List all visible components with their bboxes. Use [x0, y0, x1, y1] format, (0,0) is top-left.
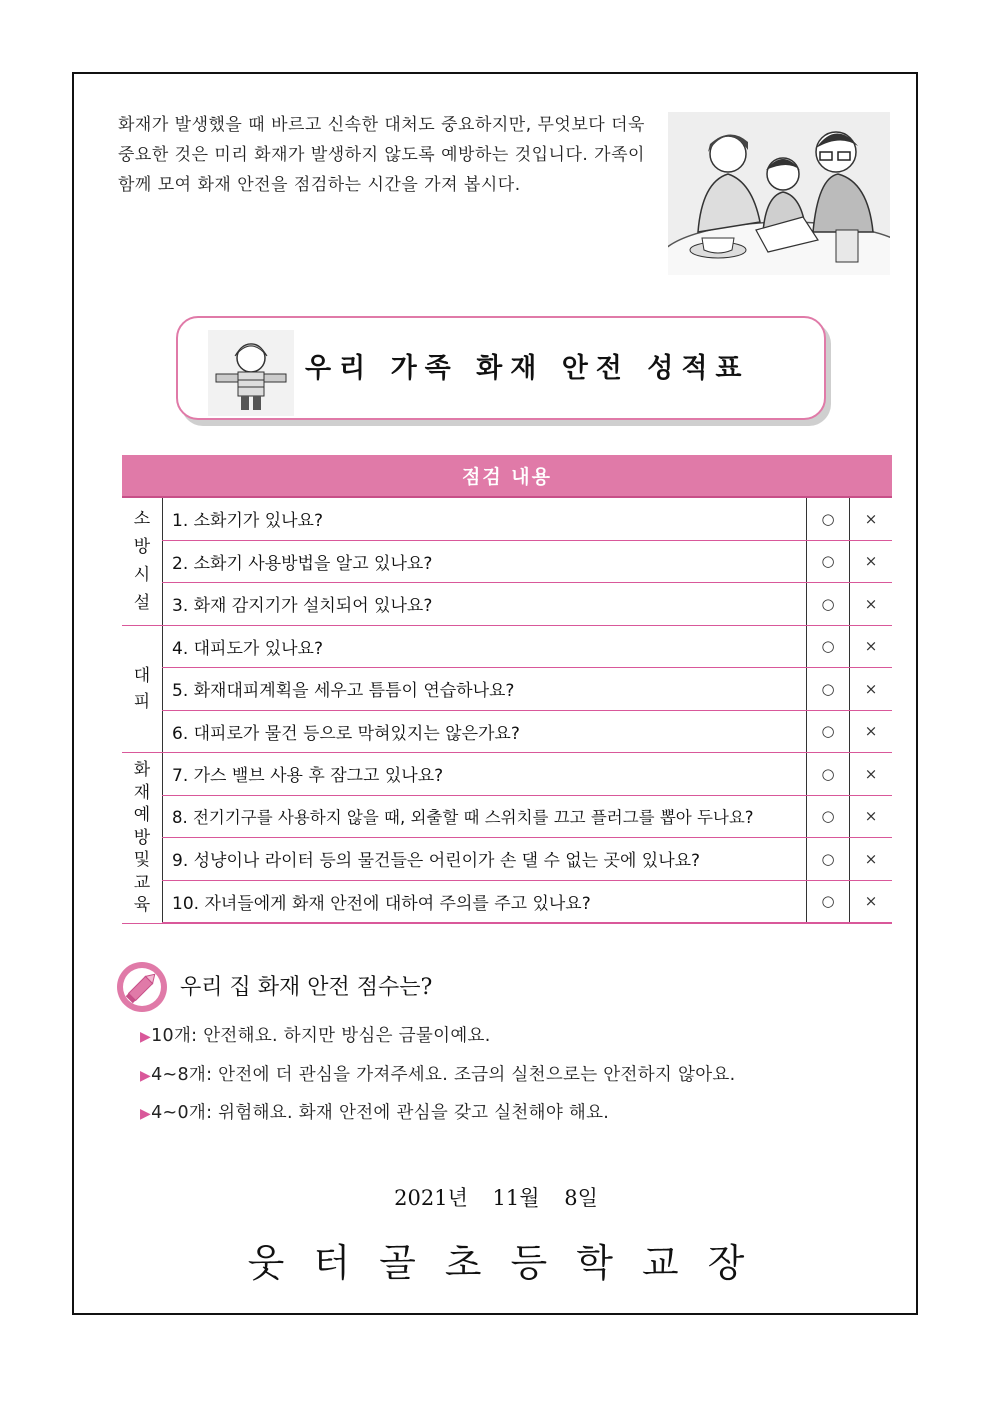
table-row	[122, 880, 892, 923]
circle-mark[interactable]: ○	[807, 583, 850, 626]
table-row	[122, 795, 892, 838]
category-label: 대피	[133, 665, 151, 712]
circle-mark[interactable]: ○	[807, 540, 850, 583]
cross-mark[interactable]: ×	[850, 710, 893, 753]
cross-mark[interactable]: ×	[850, 838, 893, 881]
checklist-item: 7. 가스 밸브 사용 후 잠그고 있나요?	[163, 753, 807, 796]
score-title: 우리 집 화재 안전 점수는?	[180, 975, 433, 1000]
table-row	[122, 753, 892, 796]
checklist-item: 4. 대피도가 있나요?	[163, 625, 807, 668]
checklist-item: 9. 성냥이나 라이터 등의 물건들은 어린이가 손 댈 수 없는 곳에 있나요?	[163, 838, 807, 881]
score-line-text: 4~8개: 안전에 더 관심을 가져주세요. 조금의 실천으로는 안전하지 않아요.	[151, 1065, 736, 1085]
table-header: 점검 내용	[122, 455, 892, 497]
score-line	[140, 1061, 735, 1086]
cross-mark[interactable]: ×	[850, 668, 893, 711]
table-row	[122, 583, 892, 626]
category-prevention-education	[122, 753, 163, 924]
table-row	[122, 838, 892, 881]
category-label: 화재예방및교육	[133, 760, 151, 915]
triangle-bullet-icon: ▶	[140, 1106, 152, 1122]
circle-mark[interactable]: ○	[807, 795, 850, 838]
circle-mark[interactable]: ○	[807, 880, 850, 923]
cross-mark[interactable]: ×	[850, 583, 893, 626]
table-row	[122, 710, 892, 753]
checklist-item: 3. 화재 감지기가 설치되어 있나요?	[163, 583, 807, 626]
report-card-title: 우리 가족 화재 안전 성적표	[305, 353, 750, 384]
principal-signature: 웃터골초등학교장	[247, 1241, 774, 1285]
category-evacuation	[122, 625, 163, 753]
score-line	[140, 1099, 609, 1124]
category-fire-equipment	[122, 497, 163, 625]
checklist-table	[122, 455, 892, 924]
table-row	[122, 625, 892, 668]
score-line-text: 10개: 안전해요. 하지만 방심은 금물이예요.	[151, 1026, 491, 1046]
document-date: 2021년 11월 8일	[394, 1186, 598, 1210]
category-label: 소방시설	[133, 509, 151, 614]
circle-mark[interactable]: ○	[807, 668, 850, 711]
checklist-item: 5. 화재대피계획을 세우고 틈틈이 연습하나요?	[163, 668, 807, 711]
cross-mark[interactable]: ×	[850, 540, 893, 583]
checklist-item: 10. 자녀들에게 화재 안전에 대하여 주의를 주고 있나요?	[163, 880, 807, 923]
checklist-item: 2. 소화기 사용방법을 알고 있나요?	[163, 540, 807, 583]
triangle-bullet-icon: ▶	[140, 1029, 152, 1045]
checklist-item: 6. 대피로가 물건 등으로 막혀있지는 않은가요?	[163, 710, 807, 753]
table-row	[122, 668, 892, 711]
checklist-item: 8. 전기기구를 사용하지 않을 때, 외출할 때 스위치를 끄고 플러그를 뽑아 두나요?	[163, 795, 807, 838]
cross-mark[interactable]: ×	[850, 753, 893, 796]
score-line	[140, 1022, 491, 1047]
intro-paragraph: 화재가 발생했을 때 바르고 신속한 대처도 중요하지만, 무엇보다 더욱 중요한 것은 미리 화재가 발생하지 않도록 예방하는 것입니다. 가족이 함께 모여 화재 안전을 점검하는 시간을 가져 봅시다.	[118, 115, 645, 195]
cross-mark[interactable]: ×	[850, 497, 893, 540]
checklist-item: 1. 소화기가 있나요?	[163, 497, 807, 540]
triangle-bullet-icon: ▶	[140, 1068, 152, 1084]
cross-mark[interactable]: ×	[850, 795, 893, 838]
child-character-illustration	[208, 330, 294, 416]
pencil-icon	[112, 960, 172, 1014]
cross-mark[interactable]: ×	[850, 880, 893, 923]
circle-mark[interactable]: ○	[807, 497, 850, 540]
circle-mark[interactable]: ○	[807, 753, 850, 796]
score-line-text: 4~0개: 위험해요. 화재 안전에 관심을 갖고 실천해야 해요.	[151, 1103, 610, 1123]
circle-mark[interactable]: ○	[807, 625, 850, 668]
table-row	[122, 497, 892, 540]
cross-mark[interactable]: ×	[850, 625, 893, 668]
table-row	[122, 540, 892, 583]
circle-mark[interactable]: ○	[807, 710, 850, 753]
family-illustration	[668, 112, 890, 275]
circle-mark[interactable]: ○	[807, 838, 850, 881]
